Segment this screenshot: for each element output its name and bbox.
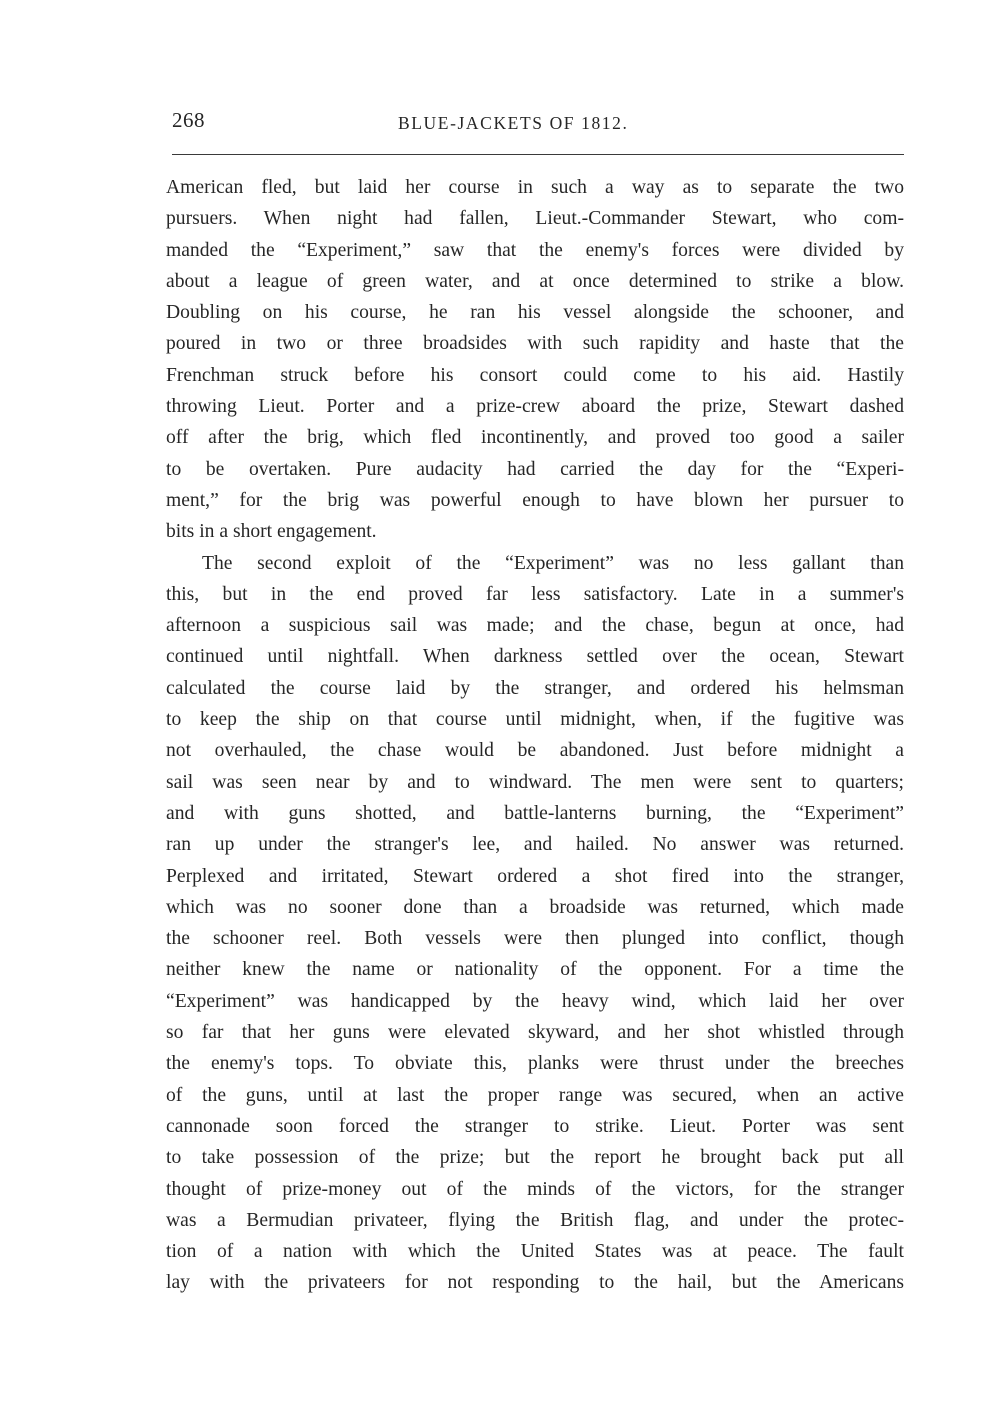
text-line: off after the brig, which fled incontinently, and proved too good a sailer [166, 427, 904, 449]
text-line: afternoon a suspicious sail was made; and the chase, begun at once, had [166, 615, 904, 637]
text-line: to take possession of the prize; but the report he brought back put all [166, 1147, 904, 1169]
text-line: which was no sooner done than a broadside was returned, which made [166, 896, 904, 918]
text-line: this, but in the end proved far less satisfactory. Late in a summer's [166, 583, 904, 605]
text-line: cannonade soon forced the stranger to strike. Lieut. Porter was sent [166, 1115, 904, 1137]
header-rule [172, 154, 904, 155]
text-line: Frenchman struck before his consort could come to his aid. Hastily [166, 364, 904, 386]
text-line: so far that her guns were elevated skyward, and her shot whistled through [166, 1022, 904, 1044]
text-line: to keep the ship on that course until midnight, when, if the fugitive was [166, 709, 904, 731]
text-line: pursuers. When night had fallen, Lieut.-Commander Stewart, who com- [166, 208, 904, 230]
text-line: of the guns, until at last the proper range was secured, when an active [166, 1084, 904, 1106]
text-line: bits in a short engagement. [166, 521, 377, 543]
text-line: ment,” for the brig was powerful enough to have blown her pursuer to [166, 489, 904, 511]
text-line: to be overtaken. Pure audacity had carried the day for the “Experi- [166, 458, 904, 480]
text-line: calculated the course laid by the stranger, and ordered his helmsman [166, 677, 904, 699]
text-line: “Experiment” was handicapped by the heavy wind, which laid her over [166, 990, 904, 1012]
text-line: not overhauled, the chase would be abandoned. Just before midnight a [166, 740, 904, 762]
text-line: American fled, but laid her course in such a way as to separate the two [166, 177, 904, 198]
text-line: was a Bermudian privateer, flying the British flag, and under the protec- [166, 1209, 904, 1231]
text-line: Perplexed and irritated, Stewart ordered a shot fired into the stranger, [166, 865, 904, 887]
text-line: neither knew the name or nationality of the opponent. For a time the [166, 959, 904, 981]
text-line: about a league of green water, and at once determined to strike a blow. [166, 270, 904, 292]
text-line: the enemy's tops. To obviate this, planks were thrust under the breeches [166, 1053, 904, 1075]
text-line: tion of a nation with which the United States was at peace. The fault [166, 1241, 904, 1263]
text-line: ran up under the stranger's lee, and hailed. No answer was returned. [166, 834, 904, 856]
page-number: 268 [172, 108, 205, 132]
text-line: Doubling on his course, he ran his vessel alongside the schooner, and [166, 302, 904, 324]
text-line: The second exploit of the “Experiment” was no less gallant than [202, 552, 904, 574]
paragraph-1 [166, 172, 904, 548]
text-line: sail was seen near by and to windward. The men were sent to quarters; [166, 771, 904, 793]
text-line: thought of prize-money out of the minds of the victors, for the stranger [166, 1178, 904, 1200]
text-line: manded the “Experiment,” saw that the enemy's forces were divided by [166, 239, 904, 261]
paragraph-2 [166, 548, 904, 1299]
body-text [166, 172, 904, 1299]
text-line: poured in two or three broadsides with such rapidity and haste that the [166, 333, 904, 355]
text-line: lay with the privateers for not responding to the hail, but the Americans [166, 1272, 904, 1294]
text-line: throwing Lieut. Porter and a prize-crew aboard the prize, Stewart dashed [166, 396, 904, 418]
text-line: continued until nightfall. When darkness settled over the ocean, Stewart [166, 646, 904, 668]
text-line: and with guns shotted, and battle-lanterns burning, the “Experiment” [166, 802, 904, 824]
text-line: the schooner reel. Both vessels were then plunged into conflict, though [166, 928, 904, 950]
running-title: BLUE-JACKETS OF 1812. [398, 113, 629, 133]
